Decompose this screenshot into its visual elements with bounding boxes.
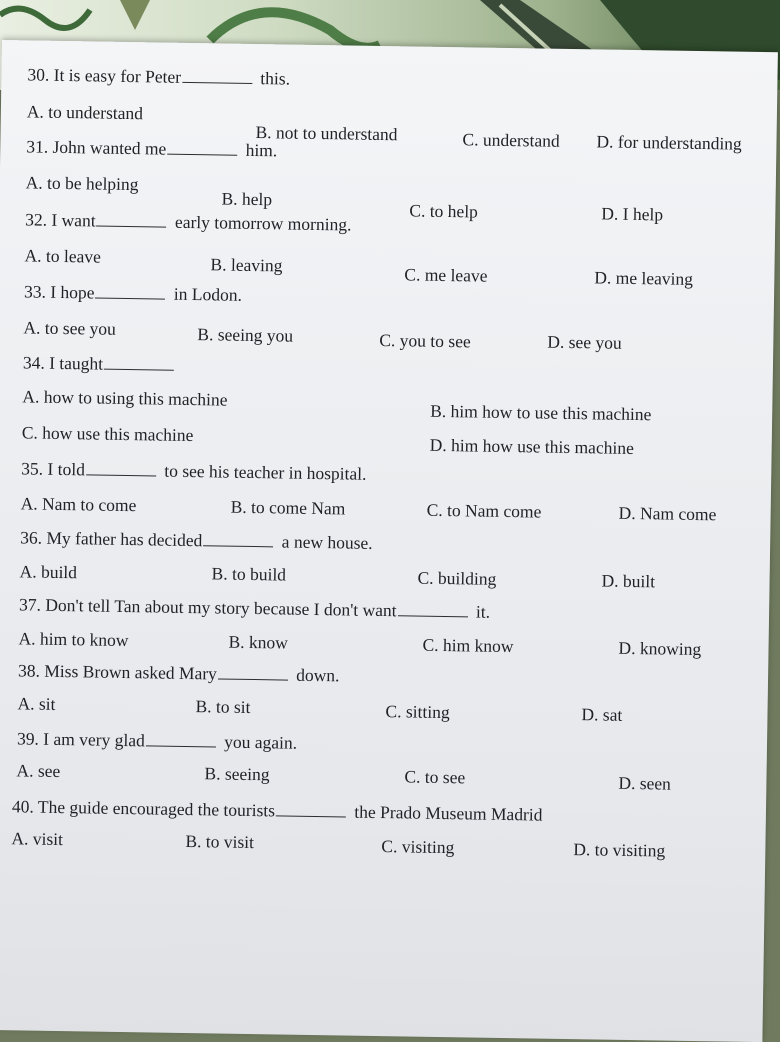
question-40-text: 40. The guide encouraged the tourists — [12, 796, 275, 820]
question-40-option-b: B. to visit — [185, 833, 254, 852]
question-36-end: a new house. — [282, 531, 373, 552]
question-31-text: 31. John wanted me — [26, 136, 166, 158]
question-31-option-d: D. I help — [601, 205, 663, 223]
question-37-option-b: B. know — [228, 634, 288, 652]
question-39-option-c: C. to see — [404, 768, 465, 786]
question-31-option-b: B. help — [221, 190, 272, 208]
question-38-option-c: C. sitting — [385, 703, 449, 722]
question-31 — [26, 138, 277, 159]
question-32-option-a: A. to leave — [24, 247, 101, 266]
question-36-option-d: D. built — [601, 572, 655, 590]
question-36-option-c: C. building — [417, 570, 496, 589]
question-35-end: to see his teacher in hospital. — [164, 461, 366, 484]
question-35-option-a: A. Nam to come — [21, 495, 137, 514]
question-37-end: it. — [476, 602, 490, 622]
question-40-option-a: A. visit — [11, 830, 63, 848]
question-39-option-b: B. seeing — [204, 765, 269, 784]
question-40 — [12, 798, 543, 824]
question-30-blank — [182, 81, 252, 84]
question-33 — [24, 283, 242, 304]
question-33-option-d: D. see you — [547, 334, 622, 353]
question-37 — [19, 596, 490, 621]
question-39-end: you again. — [224, 732, 297, 753]
question-32-end: early tomorrow morning. — [175, 212, 352, 235]
question-37-blank — [398, 614, 468, 617]
question-34-text: 34. I taught — [23, 352, 104, 373]
question-35-text: 35. I told — [21, 458, 85, 479]
question-30-option-a: A. to understand — [27, 103, 143, 122]
question-30-end: this. — [260, 68, 290, 88]
question-31-blank — [167, 153, 237, 156]
question-34-option-d: D. him how use this machine — [430, 437, 634, 458]
question-34-option-c: C. how use this machine — [22, 424, 194, 444]
question-30-option-c: C. understand — [462, 131, 559, 150]
question-33-text: 33. I hope — [24, 281, 95, 302]
question-32-option-c: C. me leave — [404, 266, 487, 285]
question-36-blank — [203, 544, 273, 547]
question-32-option-d: D. me leaving — [594, 269, 693, 288]
question-33-end: in Lodon. — [174, 284, 242, 305]
question-33-option-b: B. seeing you — [197, 326, 293, 345]
question-37-option-a: A. him to know — [18, 630, 128, 649]
question-39-text: 39. I am very glad — [17, 728, 145, 750]
question-32 — [25, 211, 352, 234]
question-40-end: the Prado Museum Madrid — [354, 802, 542, 825]
question-39-option-a: A. see — [16, 762, 60, 780]
question-38-option-b: B. to sit — [195, 698, 250, 716]
question-38-option-a: A. sit — [17, 695, 55, 713]
question-32-text: 32. I want — [25, 209, 96, 230]
question-32-blank — [97, 225, 167, 228]
question-34 — [23, 354, 178, 374]
question-40-blank — [276, 814, 346, 817]
question-34-option-a: A. how to using this machine — [22, 388, 227, 409]
question-40-option-c: C. visiting — [381, 838, 454, 857]
question-38-blank — [218, 677, 288, 680]
question-30 — [27, 66, 290, 88]
question-37-option-d: D. knowing — [618, 640, 701, 659]
question-37-text: 37. Don't tell Tan about my story because I don't want — [19, 594, 397, 620]
question-35-option-d: D. Nam come — [619, 505, 717, 524]
question-34-blank — [104, 368, 174, 371]
question-31-option-a: A. to be helping — [26, 174, 139, 193]
question-35-blank — [86, 473, 156, 476]
question-38-text: 38. Miss Brown asked Mary — [18, 660, 217, 683]
question-38-end: down. — [296, 665, 340, 686]
question-39-blank — [146, 744, 216, 747]
question-40-option-d: D. to visiting — [573, 841, 665, 860]
question-36-text: 36. My father has decided — [20, 527, 203, 550]
question-36-option-a: A. build — [20, 563, 78, 581]
question-32-option-b: B. leaving — [210, 256, 282, 275]
worksheet-page — [0, 40, 778, 1042]
question-30-option-d: D. for understanding — [596, 133, 742, 153]
question-35 — [21, 460, 366, 483]
question-38 — [18, 662, 340, 685]
question-39 — [17, 730, 297, 752]
question-36 — [20, 529, 373, 552]
question-33-option-a: A. to see you — [23, 319, 116, 338]
question-34-option-b: B. him how to use this machine — [430, 403, 651, 424]
question-37-option-c: C. him know — [422, 637, 513, 656]
question-35-option-b: B. to come Nam — [231, 499, 346, 518]
question-31-option-c: C. to help — [409, 202, 478, 221]
question-33-option-c: C. you to see — [379, 332, 471, 351]
question-30-option-b: B. not to understand — [255, 124, 397, 144]
question-33-blank — [95, 296, 165, 299]
question-39-option-d: D. seen — [618, 775, 671, 793]
question-35-option-c: C. to Nam come — [427, 502, 542, 521]
question-38-option-d: D. sat — [581, 706, 622, 724]
question-36-option-b: B. to build — [211, 565, 286, 584]
question-31-end: him. — [246, 140, 278, 160]
question-30-text: 30. It is easy for Peter — [27, 64, 181, 86]
